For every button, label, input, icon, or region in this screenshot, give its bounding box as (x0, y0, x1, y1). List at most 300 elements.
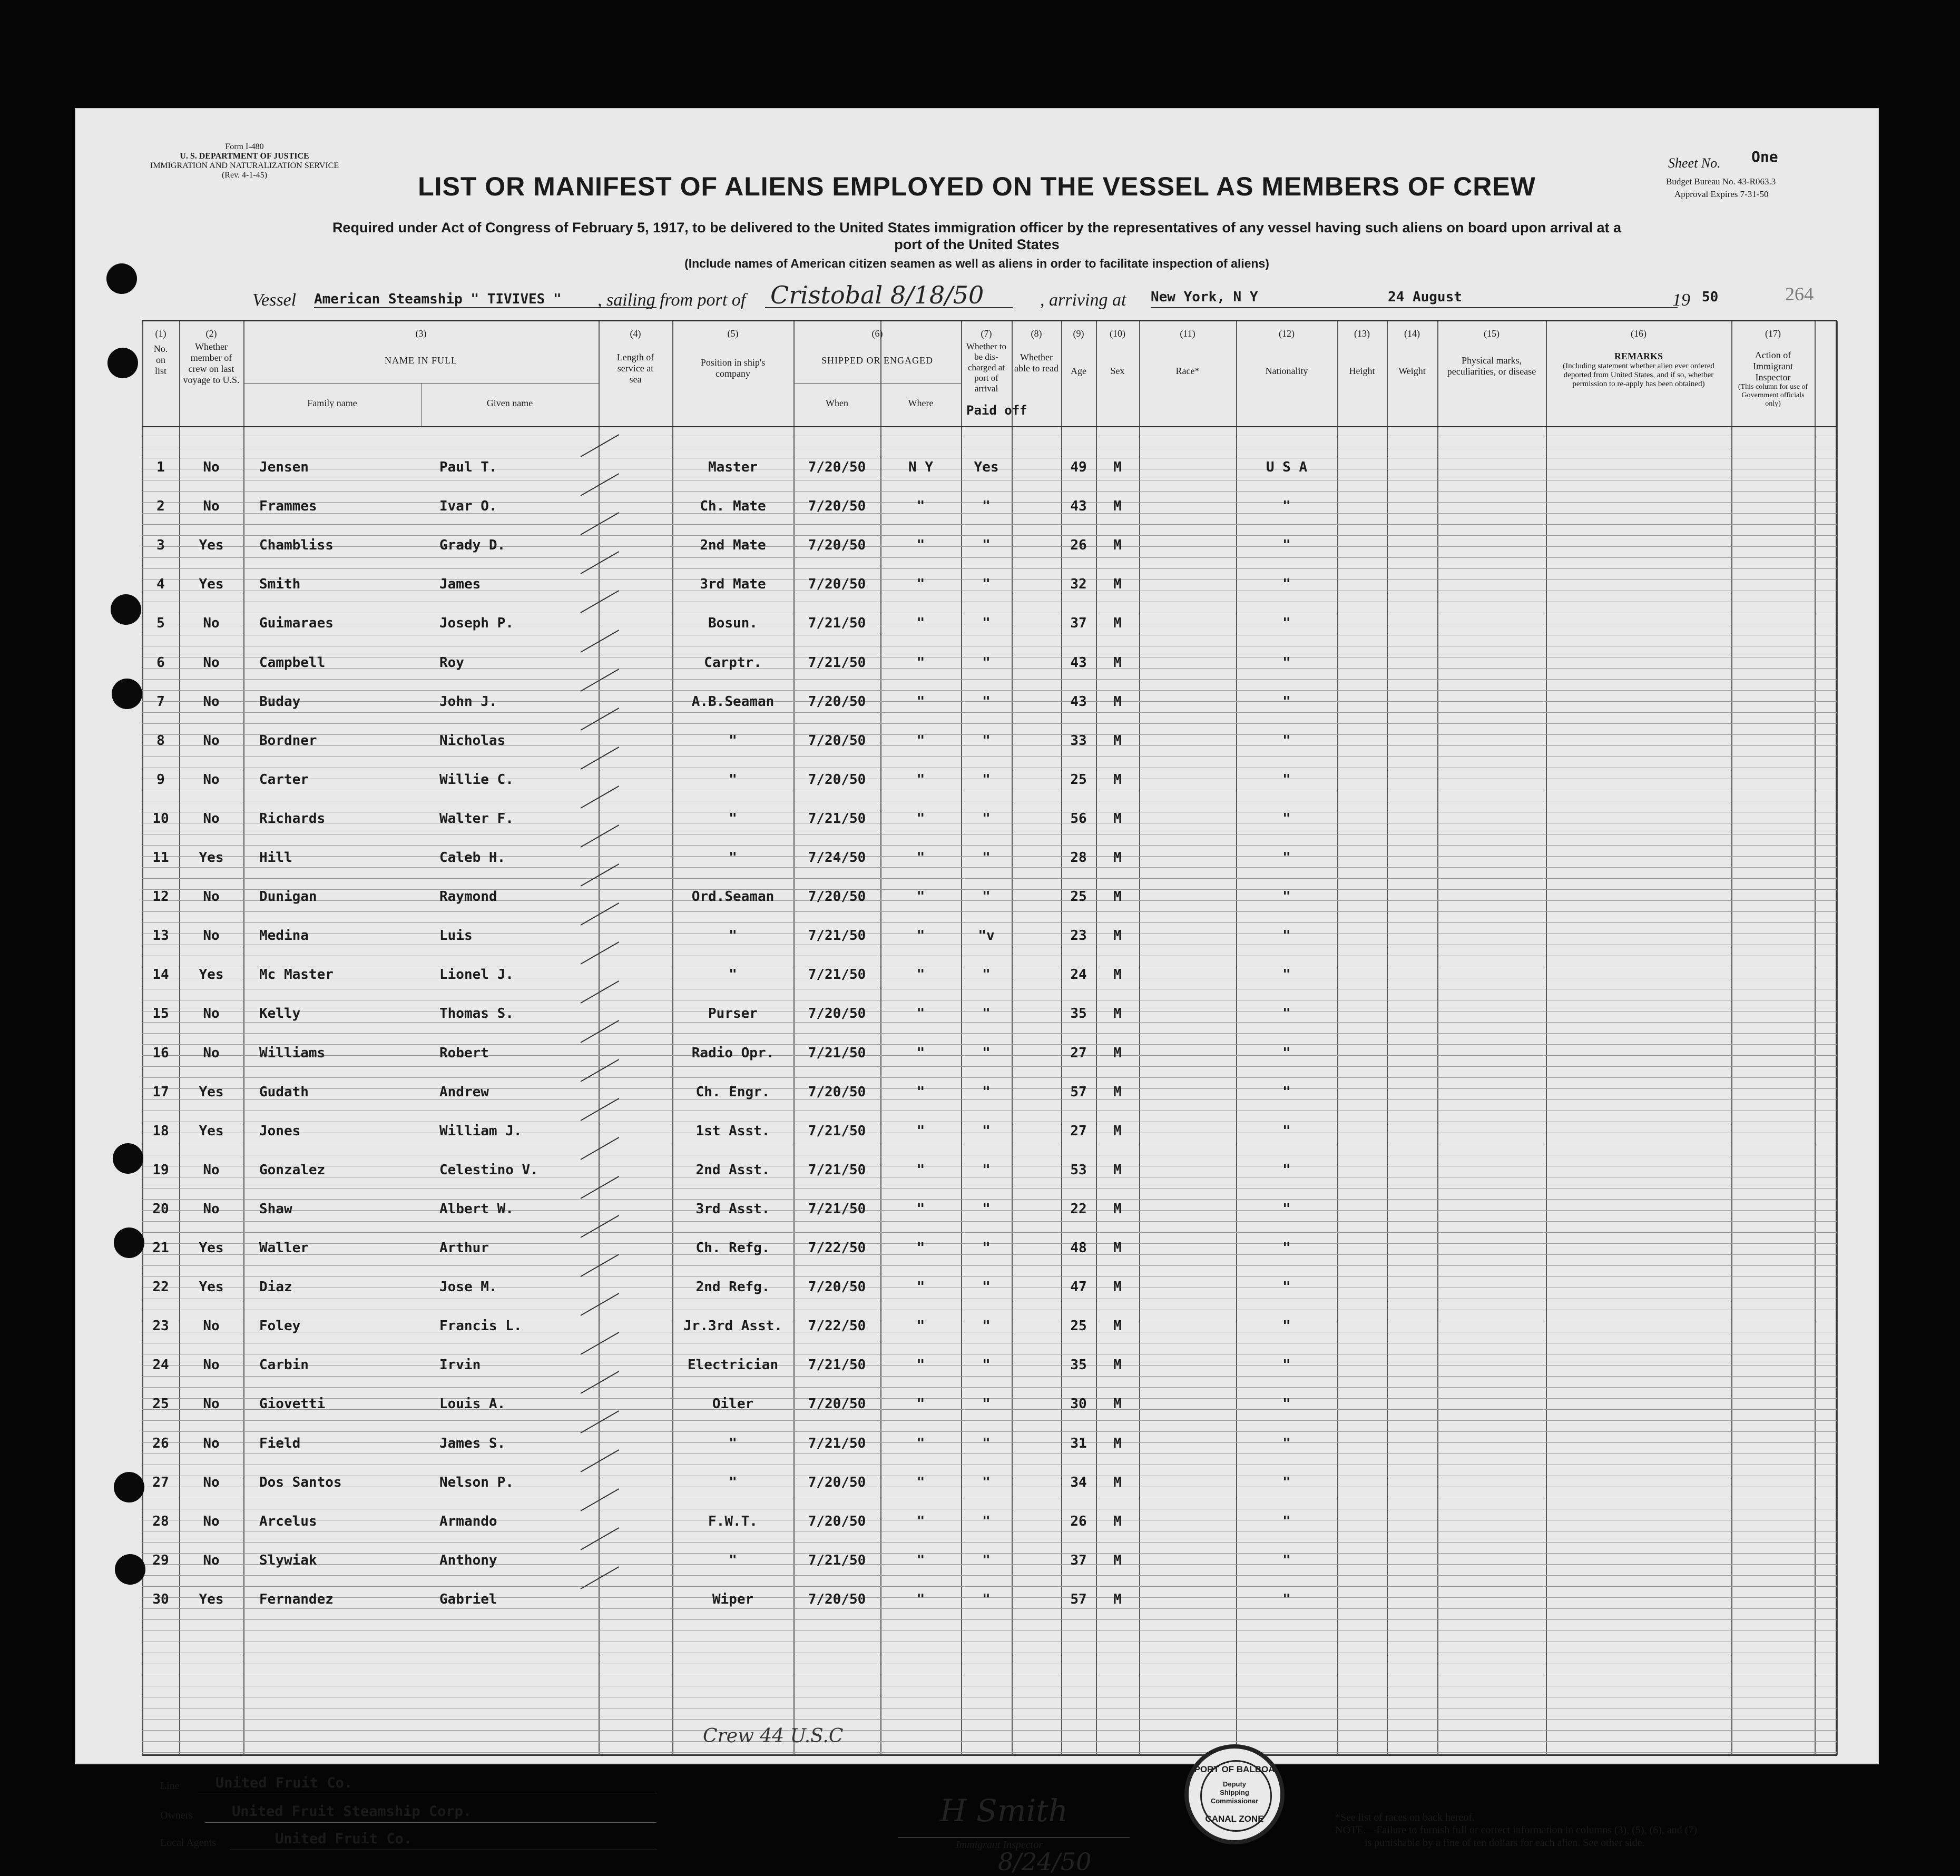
cell-prev: Yes (199, 850, 224, 866)
cell-sex: M (1113, 1045, 1122, 1061)
cell-given: Nelson P. (439, 1475, 514, 1490)
cell-position: Electrician (687, 1357, 779, 1373)
cell-given: Jose M. (439, 1279, 497, 1295)
cell-disch: "v (978, 928, 995, 944)
cell-no: 17 (152, 1084, 169, 1100)
cell-position: 1st Asst. (695, 1123, 770, 1139)
cell-no: 11 (152, 850, 169, 866)
cell-no: 3 (156, 537, 165, 553)
cell-given: Robert (439, 1045, 489, 1061)
col6-header: (6) SHIPPED OR ENGAGED (821, 328, 933, 366)
cell-age: 32 (1070, 576, 1087, 592)
cell-no: 20 (152, 1201, 169, 1217)
cell-family: Diaz (259, 1279, 292, 1295)
cell-given: Lionel J. (439, 967, 514, 983)
cell-disch: " (982, 733, 991, 749)
year-prefix: 19 (1672, 290, 1690, 310)
cell-sex: M (1113, 459, 1122, 475)
cell-given: Caleb H. (439, 850, 506, 866)
cell-nat: " (1282, 655, 1291, 671)
cell-age: 37 (1070, 615, 1087, 631)
cell-disch: " (982, 1553, 991, 1568)
seal-mid-3: Commissioner (1210, 1797, 1259, 1805)
cell-disch: " (982, 1357, 991, 1373)
cell-when: 7/21/50 (808, 811, 866, 827)
cell-no: 22 (152, 1279, 169, 1295)
cell-position: Oiler (712, 1396, 754, 1412)
cell-nat: " (1282, 1006, 1291, 1022)
cell-position: Ch. Engr. (695, 1084, 770, 1100)
given-name-header: Given name (486, 398, 533, 408)
ruled-line (142, 922, 1837, 923)
ruled-line (142, 1608, 1837, 1609)
cell-where: " (916, 889, 925, 905)
col15-header: (15) Physical marks, peculiarities, or disease (1447, 328, 1536, 377)
agents-label: Local Agents (160, 1837, 217, 1849)
ruled-line (142, 491, 1837, 492)
cell-when: 7/20/50 (808, 1592, 866, 1607)
cell-nat: " (1282, 1084, 1291, 1100)
ruled-line (142, 568, 1837, 569)
cell-given: Nicholas (439, 733, 506, 749)
cell-disch: " (982, 1318, 991, 1334)
ruled-line (142, 1575, 1837, 1576)
cell-sex: M (1113, 928, 1122, 944)
ruled-line (142, 1453, 1837, 1454)
cell-sex: M (1113, 576, 1122, 592)
cell-prev: No (203, 655, 220, 671)
cell-when: 7/21/50 (808, 1123, 866, 1139)
cell-when: 7/20/50 (808, 537, 866, 553)
cell-where: " (916, 1436, 925, 1451)
cell-sex: M (1113, 615, 1122, 631)
cell-given: Roy (439, 655, 464, 671)
cell-prev: Yes (199, 576, 224, 592)
arriving-underline (1151, 307, 1678, 308)
cell-disch: " (982, 772, 991, 788)
cell-where: " (916, 1396, 925, 1412)
col11-header: (11) Race* (1175, 328, 1200, 376)
cell-age: 33 (1070, 733, 1087, 749)
cell-nat: " (1282, 615, 1291, 631)
cell-given: Irvin (439, 1357, 481, 1373)
col-line (672, 321, 673, 1755)
cell-sex: M (1113, 1318, 1122, 1334)
cell-when: 7/20/50 (808, 694, 866, 710)
signature-underline (898, 1837, 1130, 1838)
cell-when: 7/20/50 (808, 576, 866, 592)
cell-given: Walter F. (439, 811, 514, 827)
cell-position: Ord.Seaman (691, 889, 775, 905)
col17-header: (17) Action of Immigrant Inspector (This column for use of Government officials only) (1738, 328, 1808, 408)
cell-prev: No (203, 1045, 220, 1061)
cell-disch: " (982, 1592, 991, 1607)
cell-family: Dos Santos (259, 1475, 342, 1490)
cell-position: " (729, 967, 737, 983)
cell-family: Guimaraes (259, 615, 334, 631)
cell-when: 7/20/50 (808, 498, 866, 514)
cell-when: 7/21/50 (808, 615, 866, 631)
col8-header: (8) Whether able to read (1014, 328, 1059, 374)
cell-age: 25 (1070, 1318, 1087, 1334)
cell-disch: " (982, 889, 991, 905)
cell-prev: Yes (199, 1240, 224, 1256)
cell-when: 7/24/50 (808, 850, 866, 866)
col-line (1012, 321, 1013, 1755)
cell-disch: " (982, 1162, 991, 1178)
cell-no: 1 (156, 459, 165, 475)
col-line (1387, 321, 1388, 1755)
manifest-sheet (75, 108, 1879, 1876)
ruled-line (142, 911, 1837, 912)
sailing-underline (765, 307, 1013, 308)
cell-given: William J. (439, 1123, 522, 1139)
cell-sex: M (1113, 733, 1122, 749)
cell-given: John J. (439, 694, 497, 710)
arrival-date: 24 August (1388, 289, 1462, 305)
cell-disch: " (982, 1201, 991, 1217)
cell-given: Arthur (439, 1240, 489, 1256)
cell-disch: " (982, 694, 991, 710)
cell-where: " (916, 733, 925, 749)
ruled-line (142, 1232, 1837, 1233)
cell-sex: M (1113, 694, 1122, 710)
subtitle-include: (Include names of American citizen seamen as well as aliens in order to facilitate inspection of aliens) (684, 257, 1269, 270)
cell-where: " (916, 967, 925, 983)
cell-given: Joseph P. (439, 615, 514, 631)
cell-given: Ivar O. (439, 498, 497, 514)
cell-nat: " (1282, 1514, 1291, 1529)
col-line (1096, 321, 1097, 1755)
cell-age: 48 (1070, 1240, 1087, 1256)
col-line (599, 321, 600, 1755)
cell-given: Louis A. (439, 1396, 506, 1412)
vessel-label: Vessel (252, 290, 297, 310)
cell-age: 57 (1070, 1084, 1087, 1100)
cell-where: " (916, 498, 925, 514)
cell-position: Purser (708, 1006, 758, 1022)
cell-sex: M (1113, 1162, 1122, 1178)
cell-when: 7/21/50 (808, 1162, 866, 1178)
cell-nat: " (1282, 1318, 1291, 1334)
col-line (243, 321, 244, 1755)
cell-sex: M (1113, 850, 1122, 866)
cell-where: " (916, 1514, 925, 1529)
punch-hole (113, 1143, 143, 1174)
cell-when: 7/20/50 (808, 1396, 866, 1412)
cell-age: 37 (1070, 1553, 1087, 1568)
cell-sex: M (1113, 537, 1122, 553)
col13-header: (13) Height (1349, 328, 1375, 376)
cell-no: 12 (152, 889, 169, 905)
cell-nat: " (1282, 1162, 1291, 1178)
cell-position: 3rd Mate (700, 576, 766, 592)
cell-no: 5 (156, 615, 165, 631)
ruled-line (142, 1376, 1837, 1377)
family-name-header: Family name (307, 398, 357, 408)
ruled-line (142, 535, 1837, 536)
cell-when: 7/21/50 (808, 655, 866, 671)
cell-position: " (729, 1553, 737, 1568)
cell-no: 30 (152, 1592, 169, 1607)
cell-when: 7/20/50 (808, 1279, 866, 1295)
cell-position: " (729, 1475, 737, 1490)
cell-given: Luis (439, 928, 473, 944)
ruled-line (142, 1542, 1837, 1543)
col3-header: (3) NAME IN FULL (385, 328, 457, 366)
cell-nat: " (1282, 772, 1291, 788)
agents-value: United Fruit Co. (275, 1831, 413, 1847)
cell-disch: " (982, 1279, 991, 1295)
form-number: Form I-480 (225, 142, 264, 151)
col-line (1815, 321, 1816, 1755)
col-line (1061, 321, 1062, 1755)
cell-where: " (916, 694, 925, 710)
cell-family: Kelly (259, 1006, 301, 1022)
cell-when: 7/20/50 (808, 772, 866, 788)
ruled-line (142, 1431, 1837, 1432)
sailing-value: Cristobal 8/18/50 (770, 281, 984, 309)
ruled-line (142, 524, 1837, 525)
cell-where: " (916, 811, 925, 827)
cell-sex: M (1113, 1357, 1122, 1373)
col14-header: (14) Weight (1398, 328, 1426, 376)
col-line (1236, 321, 1237, 1755)
cell-nat: " (1282, 537, 1291, 553)
col-line (961, 321, 962, 1755)
owners-value: United Fruit Steamship Corp. (232, 1803, 472, 1820)
ruled-line (142, 1619, 1837, 1620)
ruled-line (142, 1265, 1837, 1266)
punch-hole (115, 1554, 145, 1585)
ruled-line (142, 1077, 1837, 1078)
cell-disch: " (982, 1084, 991, 1100)
cell-family: Shaw (259, 1201, 292, 1217)
cell-nat: " (1282, 1201, 1291, 1217)
cell-nat: " (1282, 733, 1291, 749)
cell-where: " (916, 1240, 925, 1256)
cell-when: 7/20/50 (808, 1084, 866, 1100)
col16-header: (16) REMARKS (Including statement whether alien ever ordered deported from United States, and if so, whether permission to re-apply has been obtained) (1563, 328, 1714, 388)
cell-given: Paul T. (439, 459, 497, 475)
stamp-number: 264 (1785, 283, 1814, 305)
cell-age: 49 (1070, 459, 1087, 475)
cell-disch: " (982, 811, 991, 827)
ruled-line (142, 690, 1837, 691)
cell-sex: M (1113, 1084, 1122, 1100)
cell-given: Gabriel (439, 1592, 497, 1607)
ruled-line (142, 1044, 1837, 1045)
cell-no: 21 (152, 1240, 169, 1256)
cell-age: 22 (1070, 1201, 1087, 1217)
cell-position: " (729, 928, 737, 944)
col-line (1731, 321, 1732, 1755)
cell-where: " (916, 1045, 925, 1061)
ruled-line (142, 1022, 1837, 1023)
cell-when: 7/21/50 (808, 1436, 866, 1451)
penalty-note-2: is punishable by a fine of ten dollars for each alien. See other side. (1365, 1837, 1645, 1849)
cell-when: 7/21/50 (808, 928, 866, 944)
cell-position: " (729, 733, 737, 749)
cell-prev: No (203, 733, 220, 749)
cell-disch: " (982, 655, 991, 671)
cell-prev: No (203, 694, 220, 710)
cell-sex: M (1113, 1240, 1122, 1256)
where-header: Where (908, 398, 934, 408)
owners-label: Owners (160, 1810, 193, 1821)
header-bottom-line (142, 426, 1837, 427)
ruled-line (142, 1033, 1837, 1034)
cell-age: 27 (1070, 1045, 1087, 1061)
crew-note: Crew 44 U.S.C (703, 1725, 844, 1747)
ruled-line (142, 1420, 1837, 1421)
cell-disch: " (982, 498, 991, 514)
cell-family: Mc Master (259, 967, 334, 983)
col-line (1437, 321, 1438, 1755)
cell-family: Medina (259, 928, 309, 944)
cell-family: Gonzalez (259, 1162, 326, 1178)
ruled-line (142, 845, 1837, 846)
form-dept: U. S. DEPARTMENT OF JUSTICE (180, 152, 309, 161)
ruled-line (142, 1276, 1837, 1277)
cell-prev: No (203, 615, 220, 631)
cell-family: Williams (259, 1045, 326, 1061)
cell-disch: " (982, 537, 991, 553)
cell-when: 7/22/50 (808, 1240, 866, 1256)
when-header: When (826, 398, 848, 408)
cell-disch: " (982, 1240, 991, 1256)
cell-position: " (729, 1436, 737, 1451)
cell-nat: " (1282, 1592, 1291, 1607)
cell-prev: No (203, 1318, 220, 1334)
cell-no: 9 (156, 772, 165, 788)
cell-age: 53 (1070, 1162, 1087, 1178)
cell-given: Raymond (439, 889, 497, 905)
arriving-value: New York, N Y (1151, 289, 1258, 305)
cell-prev: No (203, 1006, 220, 1022)
cell-prev: No (203, 1396, 220, 1412)
cell-where: " (916, 537, 925, 553)
cell-position: Jr.3rd Asst. (683, 1318, 782, 1334)
cell-prev: No (203, 459, 220, 475)
punch-hole (106, 263, 137, 294)
cell-age: 28 (1070, 850, 1087, 866)
cell-age: 31 (1070, 1436, 1087, 1451)
cell-position: Radio Opr. (691, 1045, 775, 1061)
cell-position: " (729, 850, 737, 866)
vessel-value: American Steamship " TIVIVES " (314, 291, 562, 307)
cell-age: 43 (1070, 498, 1087, 514)
cell-no: 29 (152, 1553, 169, 1568)
shipped-subheader-line (793, 383, 961, 384)
ruled-line (142, 1188, 1837, 1189)
cell-no: 28 (152, 1514, 169, 1529)
cell-sex: M (1113, 1006, 1122, 1022)
cell-age: 23 (1070, 928, 1087, 944)
ruled-line (142, 1741, 1837, 1742)
cell-where: " (916, 850, 925, 866)
cell-position: Master (708, 459, 758, 475)
cell-age: 35 (1070, 1006, 1087, 1022)
seal-bottom-text: CANAL ZONE (1205, 1814, 1264, 1824)
cell-family: Waller (259, 1240, 309, 1256)
cell-sex: M (1113, 1201, 1122, 1217)
ruled-line (142, 1752, 1837, 1753)
punch-hole (111, 594, 141, 625)
col2-header: (2) Whether member of crew on last voyage to U.S. (183, 328, 240, 385)
cell-position: 3rd Asst. (695, 1201, 770, 1217)
seal-mid-1: Deputy (1222, 1780, 1247, 1788)
seal-top-text: PORT OF BALBOA (1194, 1764, 1275, 1774)
cell-age: 56 (1070, 811, 1087, 827)
cell-no: 13 (152, 928, 169, 944)
cell-disch: " (982, 1475, 991, 1490)
cell-age: 27 (1070, 1123, 1087, 1139)
cell-when: 7/20/50 (808, 459, 866, 475)
cell-position: Wiper (712, 1592, 754, 1607)
cell-nat: " (1282, 694, 1291, 710)
owners-underline (205, 1822, 656, 1823)
cell-age: 34 (1070, 1475, 1087, 1490)
year-value: 50 (1702, 289, 1719, 305)
cell-position: " (729, 811, 737, 827)
inspector-label: Immigrant Inspector (956, 1839, 1043, 1851)
cell-sex: M (1113, 967, 1122, 983)
cell-given: Francis L. (439, 1318, 522, 1334)
cell-position: A.B.Seaman (691, 694, 775, 710)
cell-given: Andrew (439, 1084, 489, 1100)
cell-prev: Yes (199, 1279, 224, 1295)
cell-family: Hill (259, 850, 292, 866)
ruled-line (142, 1730, 1837, 1731)
cell-family: Jensen (259, 459, 309, 475)
cell-given: Celestino V. (439, 1162, 538, 1178)
line-label: Line (160, 1780, 180, 1792)
cell-no: 7 (156, 694, 165, 710)
cell-age: 30 (1070, 1396, 1087, 1412)
cell-age: 26 (1070, 1514, 1087, 1529)
cell-sex: M (1113, 1592, 1122, 1607)
cell-prev: Yes (199, 1084, 224, 1100)
ruled-line (142, 867, 1837, 868)
ruled-line (142, 723, 1837, 724)
ruled-line (142, 679, 1837, 680)
col-line (1546, 321, 1547, 1755)
cell-position: " (729, 772, 737, 788)
cell-age: 26 (1070, 537, 1087, 553)
ruled-line (142, 1387, 1837, 1388)
cell-prev: No (203, 1162, 220, 1178)
col-line (793, 321, 795, 1755)
ruled-line (142, 1586, 1837, 1587)
cell-when: 7/20/50 (808, 1006, 866, 1022)
subtitle-act: Required under Act of Congress of February 5, 1917, to be delivered to the United States immigration officer by the representatives of any vessel having such aliens on board upon arrival at a (332, 220, 1622, 235)
sheet-label: Sheet No. (1668, 155, 1721, 171)
col12-header: (12) Nationality (1265, 328, 1308, 376)
cell-when: 7/21/50 (808, 1553, 866, 1568)
col-line (1837, 321, 1838, 1755)
cell-family: Fernandez (259, 1592, 334, 1607)
ruled-line (142, 557, 1837, 558)
cell-nat: " (1282, 1553, 1291, 1568)
cell-position: 2nd Refg. (695, 1279, 770, 1295)
cell-prev: Yes (199, 1592, 224, 1607)
cell-prev: No (203, 1436, 220, 1451)
cell-disch: " (982, 1123, 991, 1139)
races-note: *See list of races on back hereof. (1335, 1812, 1475, 1823)
cell-disch: " (982, 967, 991, 983)
punch-hole (107, 348, 138, 378)
